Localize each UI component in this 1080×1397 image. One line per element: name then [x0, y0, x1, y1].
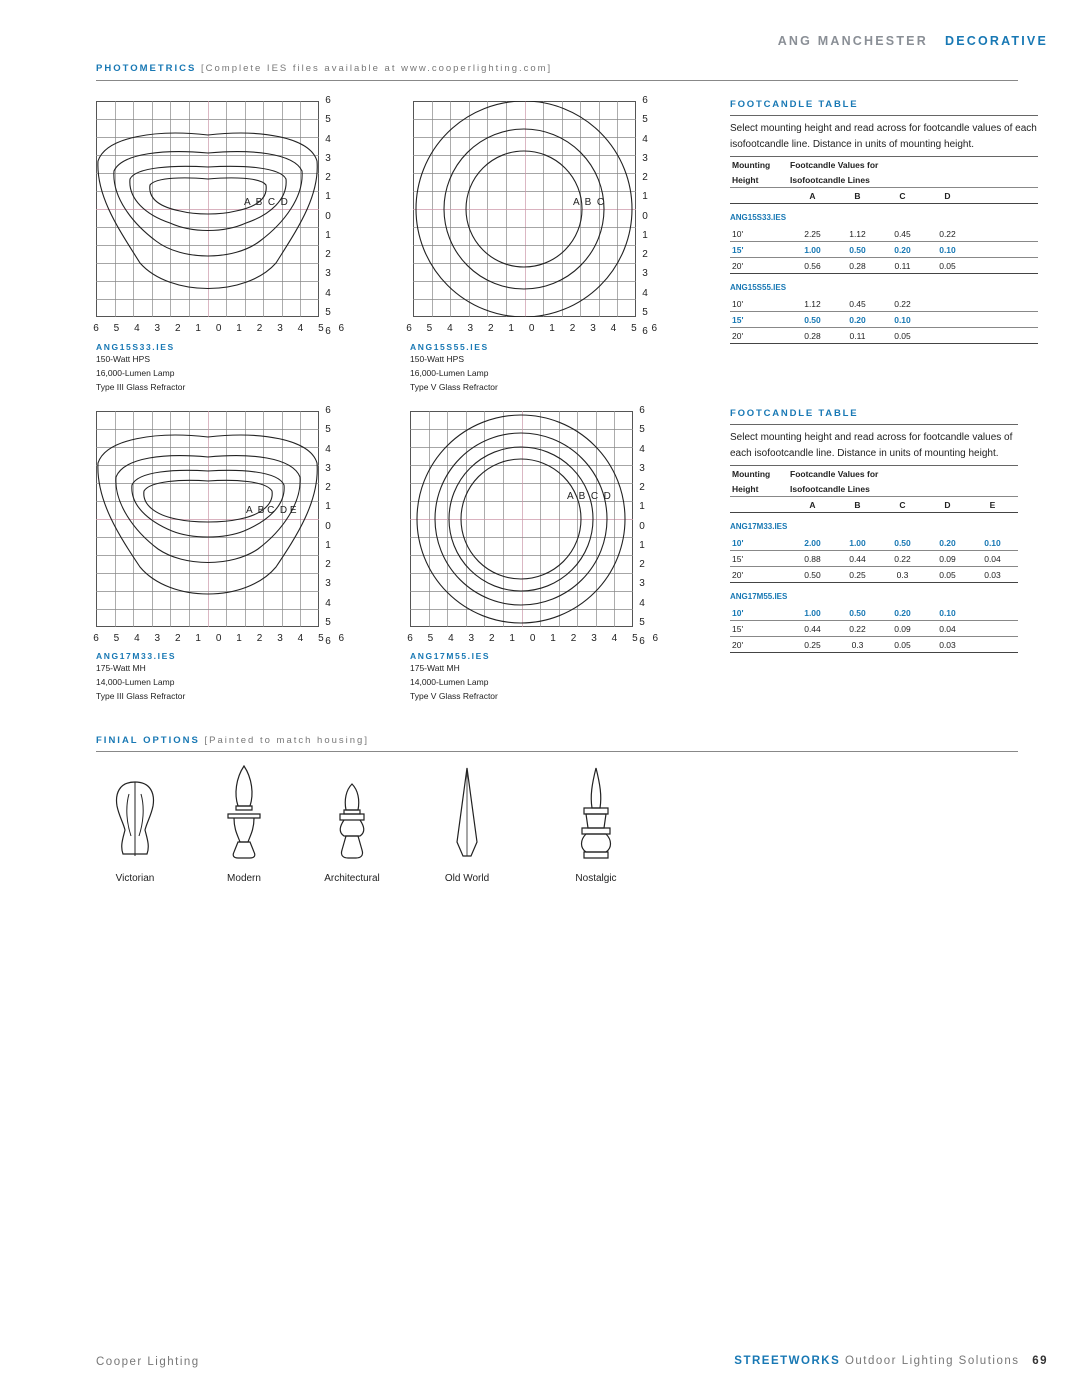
x-tick-label: 1	[195, 323, 201, 334]
column-header: D	[944, 499, 951, 510]
y-tick-label: 6	[325, 405, 331, 416]
table-row: 10' 2.25 1.12 0.45 0.22	[730, 226, 1038, 242]
y-tick-label: 6	[325, 636, 331, 648]
y-tick-label: 6	[639, 405, 645, 416]
caption-line: 16,000-Lumen Lamp	[96, 368, 175, 378]
x-tick-label: 1	[236, 323, 242, 334]
isofootcandle-grid	[410, 411, 633, 627]
y-tick-label: 1	[642, 229, 648, 241]
x-tick-label: 3	[468, 633, 475, 644]
finial-label: Old World	[444, 873, 490, 884]
photometric-plot-ang15s33	[93, 95, 345, 338]
x-tick-label: 2	[570, 633, 577, 644]
isofootcandle-contour	[461, 459, 581, 579]
caption-line: Type V Glass Refractor	[410, 691, 498, 701]
x-tick-label: 1	[509, 633, 515, 644]
series-name: STREETWORKS	[734, 1355, 841, 1367]
y-tick-label: 1	[325, 539, 331, 551]
x-tick-label: 6	[407, 633, 413, 644]
isofootcandle-grid	[96, 411, 319, 627]
old-world-finial-icon	[417, 764, 517, 864]
finial-modern	[194, 764, 294, 884]
caption-line: Type III Glass Refractor	[96, 382, 186, 392]
y-tick-label: 6	[642, 95, 648, 106]
table-row: 10' 1.12 0.45 0.22	[730, 296, 1038, 312]
category-title: DECORATIVE	[944, 34, 1048, 48]
x-tick-label: 1	[508, 323, 514, 334]
isofootcandle-contour	[150, 178, 266, 214]
y-tick-label: 4	[325, 597, 331, 609]
isofootcandle-contour	[466, 151, 582, 267]
y-tick-label: 6	[325, 326, 331, 338]
modern-finial-icon	[194, 764, 294, 864]
table-row: 20' 0.50 0.25 0.3 0.05 0.03	[730, 567, 1018, 583]
column-header: A	[809, 190, 816, 201]
x-tick-label: 3	[277, 323, 283, 334]
ies-file-name: ANG15S55.IES	[410, 342, 489, 352]
plot-caption	[96, 342, 185, 394]
y-tick-label: 4	[639, 597, 645, 609]
y-tick-label: 4	[325, 287, 331, 299]
y-tick-label: 5	[642, 306, 648, 318]
finial-nostalgic	[546, 764, 646, 884]
plot-caption	[96, 651, 185, 703]
y-tick-label: 3	[639, 578, 645, 590]
column-header: E	[989, 499, 996, 510]
x-tick-label: 4	[447, 323, 453, 334]
brand-title: ANG MANCHESTER	[777, 34, 928, 48]
header-cell: Isofootcandle Lines	[790, 483, 870, 494]
finial-label: Victorian	[115, 873, 155, 884]
photometric-plot-ang15s55	[406, 95, 658, 338]
x-tick-label: 5	[426, 323, 433, 334]
caption-line: 14,000-Lumen Lamp	[96, 677, 175, 687]
caption-line: 14,000-Lumen Lamp	[410, 677, 489, 687]
x-tick-label: 5	[318, 633, 324, 644]
table-row: 20' 0.28 0.11 0.05	[730, 328, 1038, 344]
y-tick-label: 2	[642, 249, 648, 261]
table-column-row	[730, 188, 1038, 204]
y-tick-label: 5	[639, 424, 645, 436]
finial-old-world	[417, 764, 517, 884]
contour-labels: A B C D	[567, 491, 611, 502]
column-header: C	[899, 499, 906, 510]
x-tick-label: 4	[611, 633, 618, 644]
finial-label: Modern	[227, 873, 261, 884]
table-group-file: ANG15S55.IES	[730, 283, 787, 292]
table-row: 20' 0.25 0.3 0.05 0.03	[730, 637, 1018, 653]
y-tick-label: 3	[642, 268, 648, 280]
x-tick-label: 1	[236, 633, 242, 644]
footcandle-table-desc: Select mounting height and read across for footcandle values of each isofootcandle line. Distance in units of mounting height.	[730, 432, 1013, 459]
x-tick-label: 5	[632, 633, 638, 644]
ies-file-name: ANG17M33.IES	[96, 651, 177, 661]
x-tick-label: 3	[467, 323, 474, 334]
table-group-file: ANG17M33.IES	[730, 522, 788, 531]
caption-line: 150-Watt HPS	[96, 354, 151, 364]
y-tick-label: 5	[325, 424, 331, 436]
caption-line: 175-Watt MH	[410, 663, 460, 673]
finial-title: FINIAL OPTIONS	[96, 735, 200, 746]
architectural-finial-icon	[302, 764, 402, 864]
x-tick-label: 1	[195, 633, 201, 644]
x-tick-label: 6	[93, 633, 99, 644]
photometrics-title: PHOTOMETRICS	[96, 63, 197, 74]
caption-line: 16,000-Lumen Lamp	[410, 368, 489, 378]
y-tick-label: 5	[325, 306, 331, 318]
x-tick-label: 2	[256, 323, 263, 334]
isofootcandle-contour	[98, 133, 317, 288]
isofootcandle-contour	[132, 470, 284, 537]
y-tick-label: 4	[642, 287, 648, 299]
caption-line: Type III Glass Refractor	[96, 691, 186, 701]
y-tick-label: 2	[325, 559, 331, 571]
section-divider	[96, 751, 1018, 752]
y-tick-label: 1	[325, 501, 331, 513]
y-tick-label: 3	[325, 268, 331, 280]
table-header-row	[730, 172, 1038, 188]
y-tick-label: 0	[325, 210, 331, 222]
table-group-file: ANG15S33.IES	[730, 213, 787, 222]
footcandle-table-title: FOOTCANDLE TABLE	[730, 99, 1038, 116]
x-tick-label: 0	[529, 633, 536, 644]
isofootcandle-contour	[444, 129, 604, 289]
x-tick-label: 2	[256, 633, 263, 644]
x-tick-label: 6	[338, 633, 345, 644]
y-tick-label: 5	[325, 616, 331, 628]
y-tick-label: 2	[639, 559, 645, 571]
x-tick-label: 4	[297, 323, 304, 334]
x-tick-label: 2	[488, 633, 495, 644]
section-divider	[96, 80, 1018, 81]
y-tick-label: 6	[642, 326, 648, 338]
isofootcandle-contour	[449, 447, 593, 591]
header-cell: Footcandle Values for	[790, 159, 879, 170]
column-header: B	[854, 190, 861, 201]
table-row: 20' 0.56 0.28 0.11 0.05	[730, 258, 1038, 274]
y-tick-label: 3	[325, 462, 331, 474]
finial-note: [Painted to match housing]	[204, 735, 369, 746]
caption-line: 150-Watt HPS	[410, 354, 465, 364]
y-tick-label: 0	[639, 520, 645, 532]
nostalgic-finial-icon	[546, 764, 646, 864]
footer-company: Cooper Lighting	[96, 1356, 200, 1368]
y-tick-label: 1	[325, 191, 331, 203]
x-tick-label: 5	[318, 323, 324, 334]
header-cell: Mounting	[732, 468, 771, 479]
y-tick-label: 1	[639, 501, 645, 513]
x-tick-label: 2	[174, 323, 181, 334]
table-row: 10' 2.00 1.00 0.50 0.20 0.10	[730, 535, 1018, 551]
y-tick-label: 5	[642, 114, 648, 126]
table-row: 15' 1.00 0.50 0.20 0.10	[730, 242, 1038, 258]
y-tick-label: 2	[642, 172, 648, 184]
table-row: 15' 0.88 0.44 0.22 0.09 0.04	[730, 551, 1018, 567]
x-tick-label: 6	[651, 323, 658, 334]
table-row: 15' 0.44 0.22 0.09 0.04	[730, 621, 1018, 637]
table-column-row	[730, 497, 1018, 513]
x-tick-label: 2	[487, 323, 494, 334]
y-tick-label: 4	[642, 133, 648, 145]
header-cell: Isofootcandle Lines	[790, 174, 870, 185]
table-header-row	[730, 481, 1018, 497]
x-tick-label: 2	[569, 323, 576, 334]
finial-victorian	[85, 764, 185, 884]
finial-architectural	[302, 764, 402, 884]
y-tick-label: 2	[325, 249, 331, 261]
contour-labels: A B C	[573, 197, 605, 208]
x-tick-label: 3	[277, 633, 283, 644]
x-tick-label: 3	[154, 323, 161, 334]
series-tagline: Outdoor Lighting Solutions	[844, 1355, 1020, 1367]
column-header: B	[854, 499, 861, 510]
y-tick-label: 4	[325, 443, 331, 455]
caption-line: Type V Glass Refractor	[410, 382, 498, 392]
y-tick-label: 3	[639, 462, 645, 474]
y-tick-label: 0	[642, 210, 648, 222]
footcandle-table-desc: Select mounting height and read across for footcandle values of each isofootcandle line. Distance in units of mounting height.	[730, 123, 1037, 150]
x-tick-label: 5	[113, 633, 120, 644]
finial-label: Nostalgic	[575, 873, 617, 884]
footcandle-table-title: FOOTCANDLE TABLE	[730, 408, 1018, 425]
x-tick-label: 3	[590, 323, 596, 334]
page-header	[778, 34, 1048, 48]
table-group-file: ANG17M55.IES	[730, 592, 788, 601]
x-tick-label: 4	[134, 633, 140, 644]
x-tick-label: 5	[113, 323, 120, 334]
x-tick-label: 1	[549, 323, 555, 334]
finial-label: Architectural	[324, 873, 380, 884]
y-tick-label: 4	[639, 443, 645, 455]
y-tick-label: 5	[325, 114, 331, 126]
column-header: A	[809, 499, 816, 510]
table-row: 15' 0.50 0.20 0.10	[730, 312, 1038, 328]
x-tick-label: 0	[215, 323, 222, 334]
grid-border	[411, 412, 633, 627]
page-number: 69	[1032, 1355, 1048, 1367]
column-header: C	[899, 190, 906, 201]
isofootcandle-grid	[96, 101, 319, 317]
x-tick-label: 0	[528, 323, 535, 334]
x-tick-label: 4	[134, 323, 140, 334]
x-tick-label: 0	[215, 633, 222, 644]
x-tick-label: 6	[652, 633, 659, 644]
contour-labels: A B C D E	[246, 505, 297, 516]
x-tick-label: 3	[591, 633, 597, 644]
x-tick-label: 4	[610, 323, 617, 334]
y-tick-label: 2	[639, 482, 645, 494]
caption-line: 175-Watt MH	[96, 663, 146, 673]
grid-border	[97, 102, 319, 317]
table-header-row	[730, 157, 1038, 172]
header-cell: Height	[732, 174, 759, 185]
table-row: 10' 1.00 0.50 0.20 0.10	[730, 605, 1018, 621]
photometric-plot-ang17m33	[93, 405, 345, 648]
x-tick-label: 4	[448, 633, 454, 644]
y-tick-label: 2	[325, 482, 331, 494]
y-tick-label: 3	[642, 152, 648, 164]
ies-file-name: ANG15S33.IES	[96, 342, 175, 352]
y-tick-label: 3	[325, 578, 331, 590]
column-header: D	[944, 190, 951, 201]
x-tick-label: 6	[338, 323, 345, 334]
footer-series	[734, 1355, 1048, 1367]
x-tick-label: 6	[93, 323, 99, 334]
y-tick-label: 6	[639, 636, 645, 648]
victorian-finial-icon	[85, 764, 185, 864]
y-tick-label: 3	[325, 152, 331, 164]
plot-caption	[410, 342, 498, 394]
x-tick-label: 4	[297, 633, 304, 644]
y-tick-label: 1	[639, 539, 645, 551]
x-tick-label: 5	[631, 323, 637, 334]
photometric-plot-ang17m55	[407, 405, 659, 648]
x-tick-label: 2	[174, 633, 181, 644]
y-tick-label: 4	[325, 133, 331, 145]
finial-heading	[96, 735, 369, 746]
ies-file-name: ANG17M55.IES	[410, 651, 491, 661]
x-tick-label: 6	[406, 323, 412, 334]
x-tick-label: 1	[550, 633, 556, 644]
y-tick-label: 2	[325, 172, 331, 184]
header-cell: Height	[732, 483, 759, 494]
plot-caption	[410, 651, 498, 703]
photometrics-note: [Complete IES files available at www.cooperlighting.com]	[201, 63, 553, 74]
y-tick-label: 1	[325, 229, 331, 241]
y-tick-label: 0	[325, 520, 331, 532]
x-tick-label: 5	[427, 633, 434, 644]
y-tick-label: 1	[642, 191, 648, 203]
x-tick-label: 3	[154, 633, 161, 644]
photometrics-heading	[96, 63, 552, 74]
table-header-row	[730, 466, 1018, 481]
y-tick-label: 5	[639, 616, 645, 628]
y-tick-label: 6	[325, 95, 331, 106]
header-cell: Footcandle Values for	[790, 468, 879, 479]
contour-labels: A B C D	[244, 197, 288, 208]
isofootcandle-grid	[413, 101, 636, 317]
footcandle-table-1	[730, 99, 1038, 344]
footcandle-table-2	[730, 408, 1018, 653]
header-cell: Mounting	[732, 159, 771, 170]
